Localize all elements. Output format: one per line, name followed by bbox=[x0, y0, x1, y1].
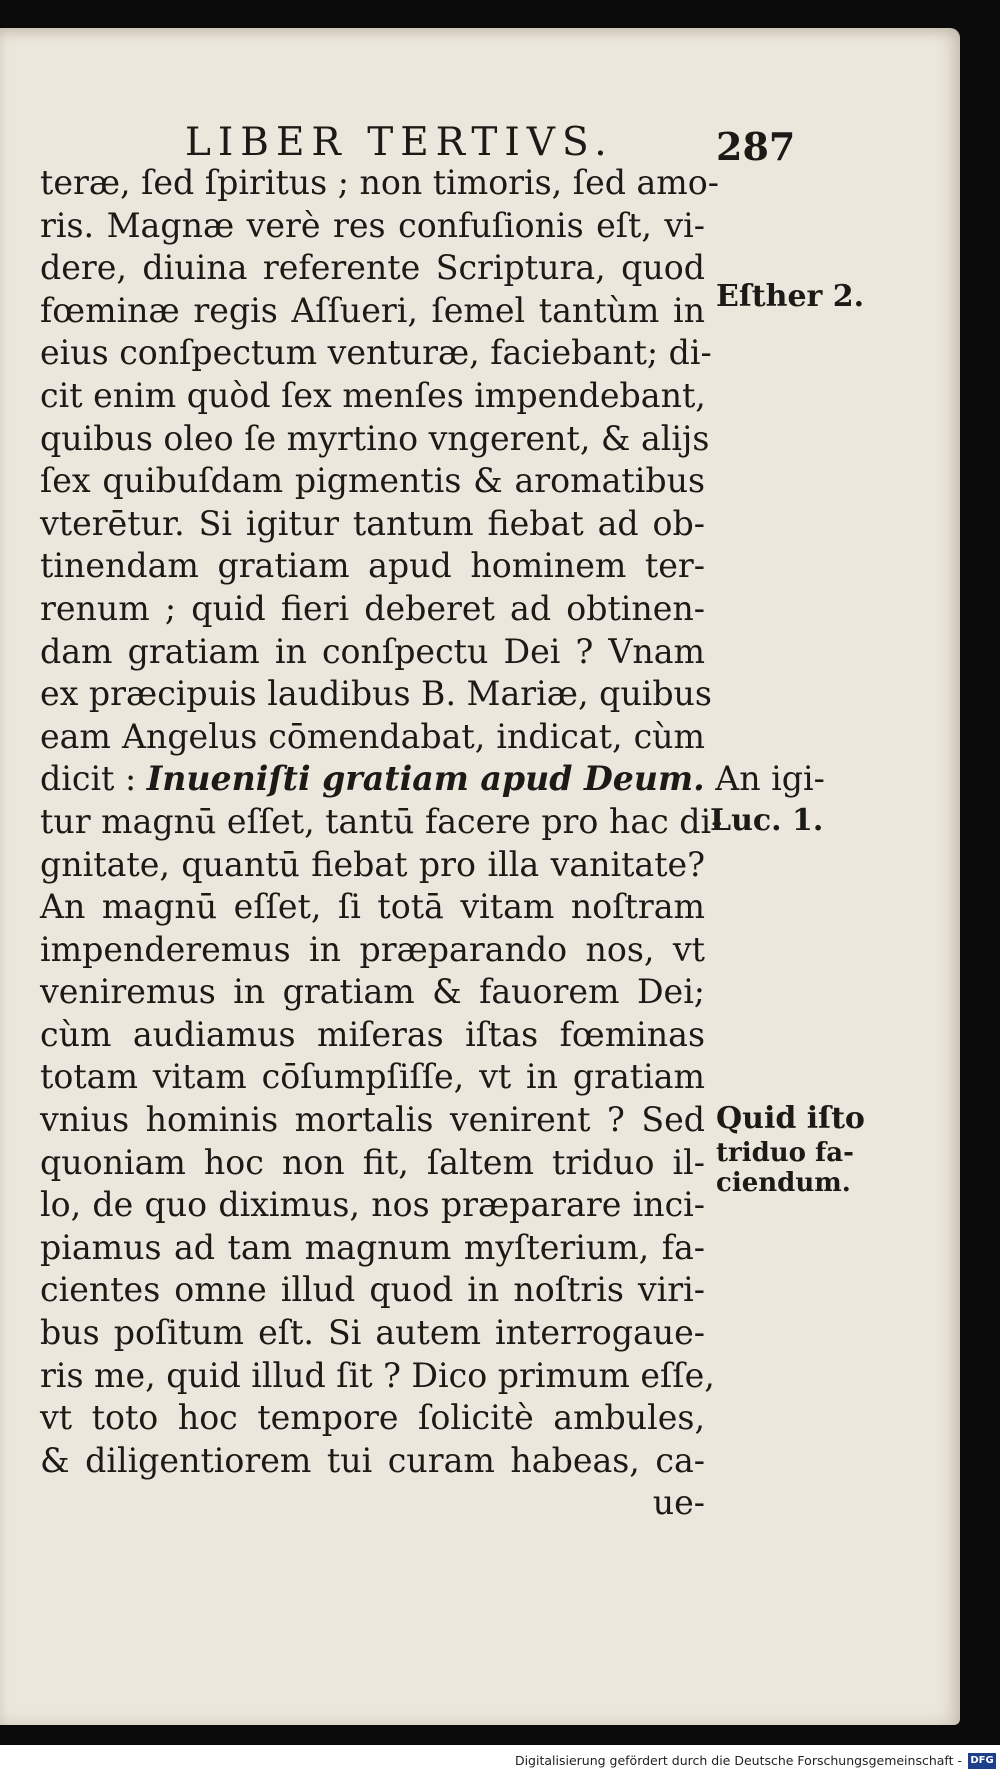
book-page bbox=[0, 28, 960, 1725]
margin-note-quid-line2: triduo fa- bbox=[716, 1138, 854, 1168]
footer-bar bbox=[0, 1745, 1000, 1777]
text-line: tur magnū eſſet, tantū facere pro hac di- bbox=[40, 801, 723, 841]
text-line: cientes omne illud quod in noſtris viri- bbox=[40, 1270, 705, 1310]
funding-credit: Digitalisierung gefördert durch die Deutsche Forschungsgemeinschaft - bbox=[514, 1753, 962, 1768]
margin-note-luke: Luc. 1. bbox=[710, 803, 824, 838]
text-line: eius conſpectum venturæ, faciebant; di- bbox=[40, 333, 712, 373]
text-line: renum ; quid fieri deberet ad obtinen- bbox=[40, 588, 705, 628]
page-number: 287 bbox=[716, 124, 796, 169]
text-line: ſex quibuſdam pigmentis & aromatibus bbox=[40, 461, 705, 501]
text-line-end: An igi- bbox=[704, 759, 825, 799]
catchword: ue- bbox=[652, 1483, 705, 1523]
text-line: quibus oleo ſe myrtino vngerent, & alijs bbox=[40, 418, 710, 458]
text-line: dam gratiam in conſpectu Dei ? Vnam bbox=[40, 631, 705, 671]
text-line: vt toto hoc tempore ſolicitè ambules, bbox=[40, 1398, 705, 1438]
text-line: impenderemus in præparando nos, vt bbox=[40, 929, 705, 969]
text-line: ris me, quid illud ſit ? Dico primum eſſe, bbox=[40, 1355, 715, 1395]
text-line: cit enim quòd ſex menſes impendebant, bbox=[40, 375, 706, 415]
text-line: An magnū eſſet, ſi totā vitam noſtram bbox=[40, 887, 705, 927]
text-line: vnius hominis mortalis venirent ? Sed bbox=[40, 1100, 705, 1140]
text-line-start: dicit : bbox=[40, 759, 137, 799]
text-line: teræ, ſed ſpiritus ; non timoris, ſed amo- bbox=[40, 163, 719, 202]
text-line: quoniam hoc non fit, ſaltem triduo il- bbox=[40, 1142, 705, 1182]
italic-quote: Inueniſti gratiam apud Deum. bbox=[146, 759, 705, 799]
text-line: gnitate, quantū fiebat pro illa vanitate? bbox=[40, 844, 705, 884]
text-line: piamus ad tam magnum myſterium, fa- bbox=[40, 1227, 705, 1267]
running-title: LIBER TERTIVS. bbox=[185, 120, 614, 165]
dfg-logo: DFG bbox=[968, 1753, 996, 1769]
text-line: fœminæ regis Aſſueri, ſemel tantùm in bbox=[40, 290, 705, 330]
text-line: eam Angelus cōmendabat, indicat, cùm bbox=[40, 716, 705, 756]
text-line: & diligentiorem tui curam habeas, ca- bbox=[40, 1440, 705, 1480]
margin-note-quid-line3: ciendum. bbox=[716, 1168, 851, 1198]
text-line: vterētur. Si igitur tantum fiebat ad ob- bbox=[40, 503, 705, 543]
margin-note-esther: Eſther 2. bbox=[716, 279, 865, 314]
text-line: ex præcipuis laudibus B. Mariæ, quibus bbox=[40, 674, 712, 714]
text-line: dere, diuina referente Scriptura, quod bbox=[40, 248, 705, 288]
text-line: tinendam gratiam apud hominem ter- bbox=[40, 546, 705, 586]
text-line: ris. Magnæ verè res confuſionis eſt, vi- bbox=[40, 205, 705, 245]
text-line-with-quote bbox=[40, 758, 825, 801]
text-line: cùm audiamus miſeras iſtas fœminas bbox=[40, 1014, 705, 1054]
text-line: veniremus in gratiam & fauorem Dei; bbox=[40, 972, 705, 1012]
text-line: bus poſitum eſt. Si autem interrogaue- bbox=[40, 1313, 705, 1353]
text-line: totam vitam cōſumpſiſſe, vt in gratiam bbox=[40, 1057, 705, 1097]
margin-note-quid-line1: Quid iſto bbox=[716, 1101, 865, 1136]
text-line: lo, de quo diximus, nos præparare inci- bbox=[40, 1185, 705, 1225]
